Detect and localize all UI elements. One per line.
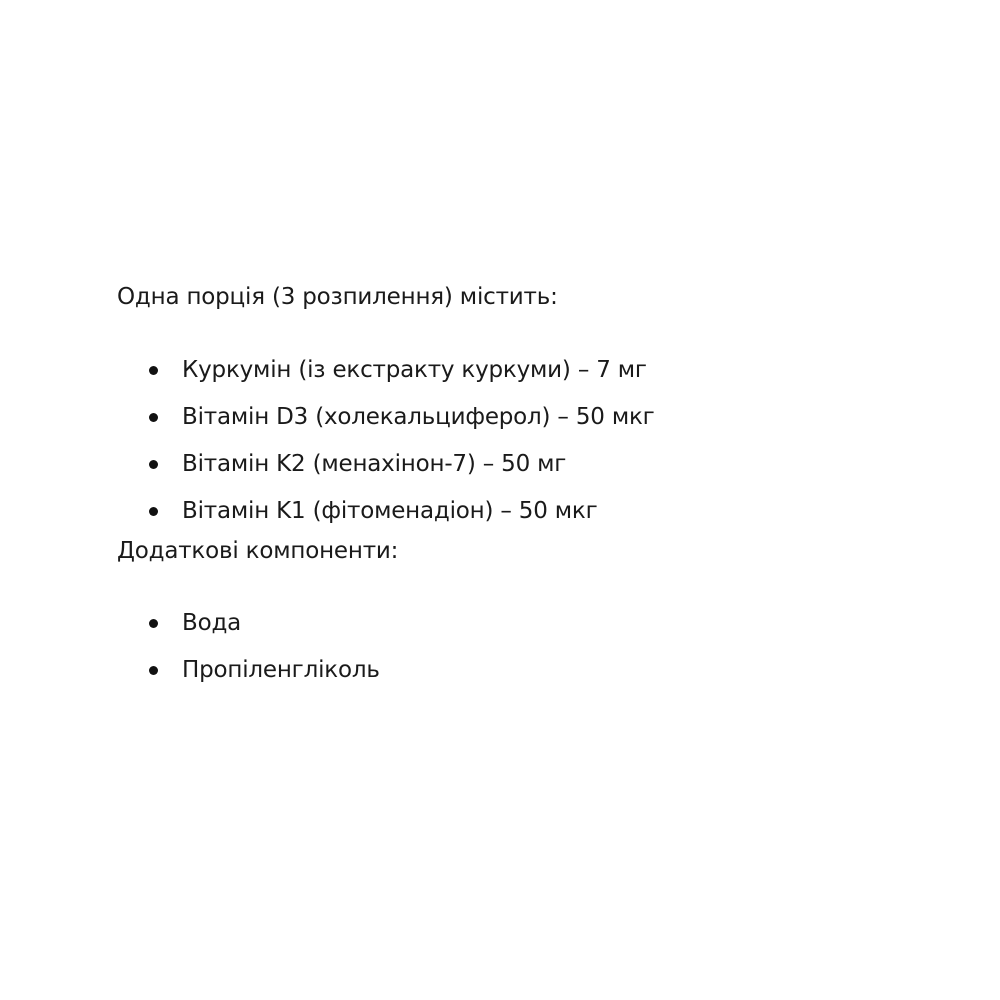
additional-heading: Додаткові компоненти: [117,538,399,564]
list-item-label: Куркумін (із екстракту куркуми) – 7 мг [182,357,647,383]
bullet-icon [149,619,158,628]
list-item [117,400,917,447]
list-item-label: Вода [182,610,242,636]
additional-ingredients-list [117,606,917,700]
serving-ingredients-list [117,353,917,541]
bullet-icon [149,507,158,516]
list-item-label: Вітамін K1 (фітоменадіон) – 50 мкг [182,498,598,524]
ingredients-content [117,280,917,700]
list-item-label: Пропіленгліколь [182,657,380,683]
list-item [117,447,917,494]
bullet-icon [149,666,158,675]
bullet-icon [149,460,158,469]
list-item [117,494,917,541]
list-item-label: Вітамін D3 (холекальциферол) – 50 мкг [182,404,655,430]
serving-heading: Одна порція (3 розпилення) містить: [117,284,558,310]
bullet-icon [149,366,158,375]
list-item [117,653,917,700]
list-item [117,353,917,400]
bullet-icon [149,413,158,422]
list-item [117,606,917,653]
list-item-label: Вітамін K2 (менахінон-7) – 50 мг [182,451,567,477]
